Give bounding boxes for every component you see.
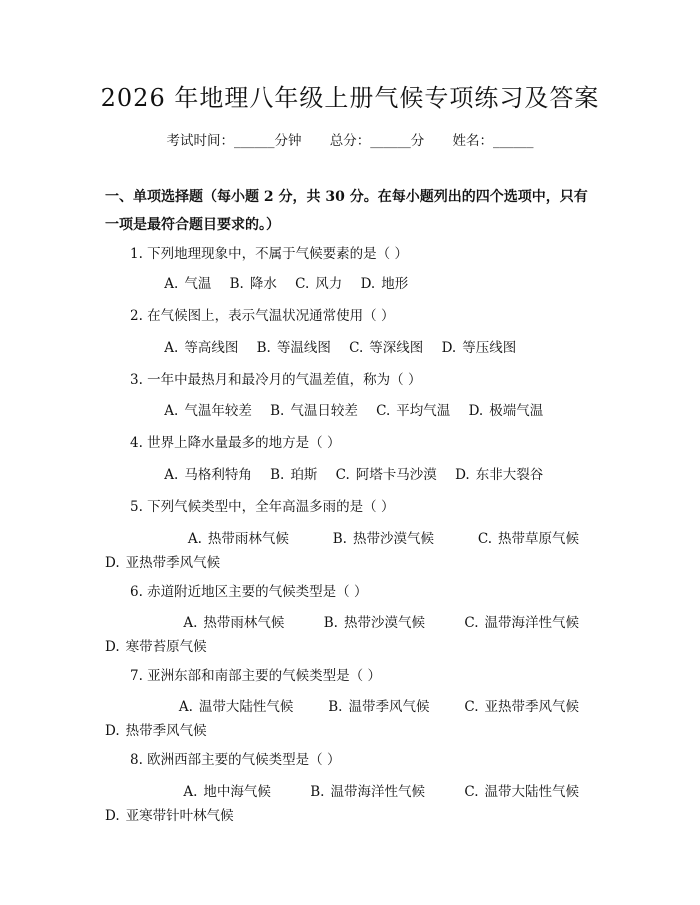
- question-options: [105, 463, 595, 487]
- question-stem: 7. 亚洲东部和南部主要的气候类型是（ ）: [130, 668, 381, 684]
- option: C. 风力: [295, 276, 343, 292]
- option: C. 温带大陆性气候: [464, 784, 579, 800]
- exam-meta: [0, 127, 700, 155]
- option: B. 热带沙漠气候: [332, 531, 434, 547]
- option: A. 温带大陆性气候: [178, 699, 294, 715]
- option: B. 气温日较差: [270, 403, 358, 419]
- page-title: 2026 年地理八年级上册气候专项练习及答案: [100, 84, 600, 112]
- option: B. 等温线图: [256, 340, 331, 356]
- option: A. 地中海气候: [183, 784, 271, 800]
- question-stem: 2. 在气候图上，表示气温状况通常使用（ ）: [130, 308, 395, 324]
- question-options: [105, 527, 595, 575]
- question-options: [105, 336, 595, 360]
- question-stem: 8. 欧洲西部主要的气候类型是（ ）: [130, 752, 341, 768]
- option: C. 温带海洋性气候: [464, 615, 579, 631]
- option: B. 温带季风气候: [328, 699, 430, 715]
- option: D. 热带季风气候: [105, 723, 207, 739]
- question-stem: 4. 世界上降水量最多的地方是（ ）: [130, 435, 341, 451]
- option: A. 气温年较差: [164, 403, 252, 419]
- section-heading: 一、单项选择题（每小题 2 分，共 30 分。在每小题列出的四个选项中，只有一项是最符合题目要求的。）: [105, 189, 588, 233]
- exam-time-field: 考试时间：______分钟: [166, 133, 302, 149]
- question-stem: 3. 一年中最热月和最冷月的气温差值，称为（ ）: [130, 372, 422, 388]
- question-options: [105, 272, 595, 296]
- option: B. 珀斯: [270, 467, 318, 483]
- total-score-field: 总分：______分: [329, 133, 425, 149]
- option: C. 平均气温: [376, 403, 451, 419]
- question-stem: 5. 下列气候类型中，全年高温多雨的是（ ）: [130, 499, 395, 515]
- question-options: [105, 399, 595, 423]
- option: C. 亚热带季风气候: [464, 699, 579, 715]
- option: D. 亚寒带针叶林气候: [105, 808, 234, 824]
- option: D. 极端气温: [468, 403, 544, 419]
- question-options: [105, 611, 595, 659]
- option: C. 热带草原气候: [477, 531, 579, 547]
- option: A. 等高线图: [164, 340, 239, 356]
- student-name-field: 姓名：______: [452, 133, 534, 149]
- question-stem: 1. 下列地理现象中，不属于气候要素的是（ ）: [130, 246, 408, 262]
- option: B. 热带沙漠气候: [323, 615, 425, 631]
- option: D. 地形: [360, 276, 409, 292]
- question-options: [105, 780, 595, 828]
- option: C. 阿塔卡马沙漠: [335, 467, 437, 483]
- option: A. 热带雨林气候: [187, 531, 289, 547]
- question-stem: 6. 赤道附近地区主要的气候类型是（ ）: [130, 584, 368, 600]
- question-options: [105, 695, 595, 743]
- option: D. 东非大裂谷: [455, 467, 544, 483]
- option: A. 马格利特角: [164, 467, 252, 483]
- option: D. 寒带苔原气候: [105, 639, 207, 655]
- option: B. 降水: [229, 276, 277, 292]
- option: A. 气温: [164, 276, 212, 292]
- option: B. 温带海洋性气候: [310, 784, 425, 800]
- option: D. 等压线图: [441, 340, 517, 356]
- option: C. 等深线图: [349, 340, 424, 356]
- option: A. 热带雨林气候: [183, 615, 285, 631]
- option: D. 亚热带季风气候: [105, 555, 221, 571]
